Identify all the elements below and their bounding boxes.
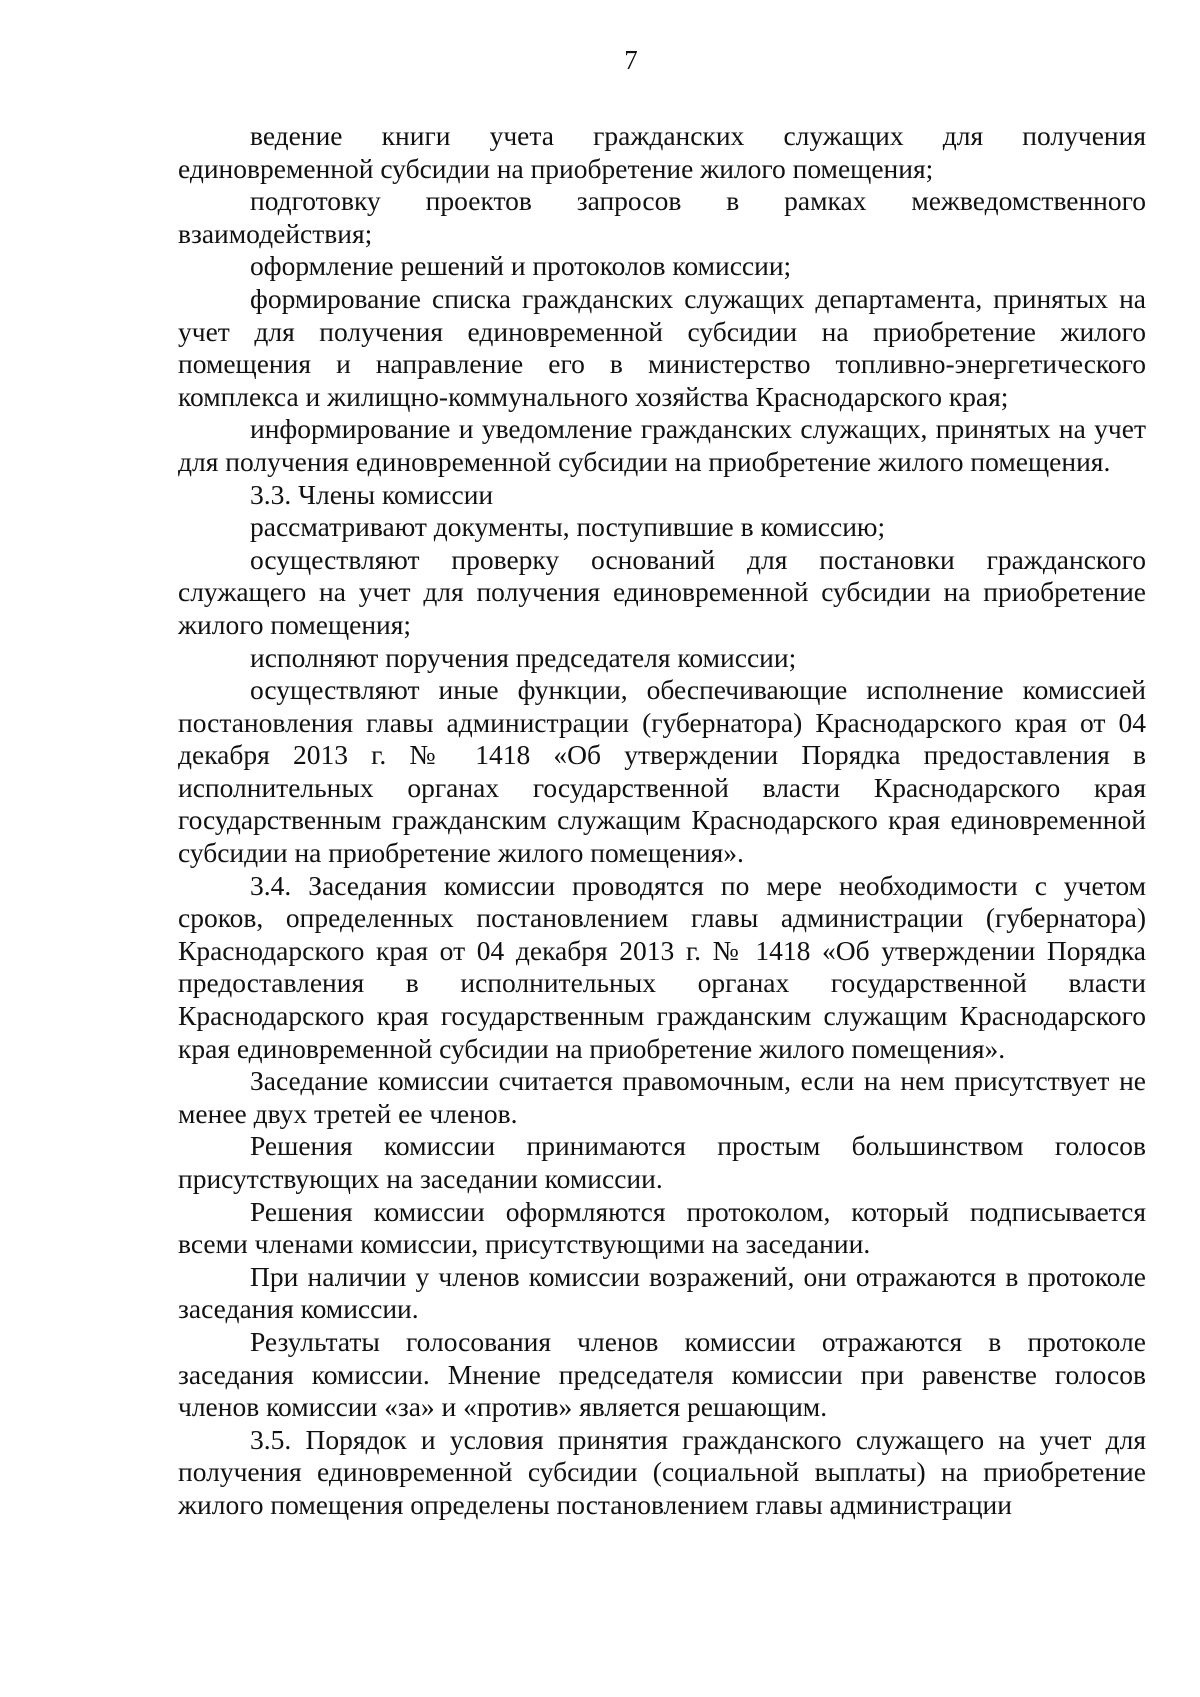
paragraph-other-functions: осуществляют иные функции, обеспечивающие исполнение комиссией постановления главы администрации (губернатора) Краснодарского края от 04 декабря 2013 г. № 1418 «Об утверждении Порядка предоставления в исполнительных органах государственной власти Краснодарского края государственным гражданским служащим Краснодарского края единовременной субсидии на приобретение жилого помещения».: [178, 674, 1146, 869]
paragraph-voting-results: Результаты голосования членов комиссии отражаются в протоколе заседания комиссии. Мнение председателя комиссии при равенстве голосов членов комиссии «за» и «против» является решающим.: [178, 1325, 1146, 1423]
document-body: [178, 120, 1146, 1522]
paragraph-verify-grounds: осуществляют проверку оснований для постановки гражданского служащего на учет для получения единовременной субсидии на приобретение жилого помещения;: [178, 543, 1146, 640]
paragraph-list-forming: формирование списка гражданских служащих департамента, принятых на учет для получения единовременной субсидии на приобретение жилого помещения и направление его в министерство топливно-энергетического комплекса и жилищно-коммунального хозяйства Краснодарского края;: [178, 282, 1146, 412]
paragraph-protocol-signing: Решения комиссии оформляются протоколом, который подписывается всеми членами комиссии, присутствующими на заседании.: [178, 1195, 1146, 1260]
paragraph-execute-orders: исполняют поручения председателя комиссии;: [250, 641, 797, 673]
section-heading-3-3: 3.3. Члены комиссии: [250, 478, 494, 510]
paragraph-quorum: Заседание комиссии считается правомочным, если на нем присутствует не менее двух третей ее членов.: [178, 1065, 1146, 1129]
paragraph-book-keeping: ведение книги учета гражданских служащих для получения единовременной субсидии на приобретение жилого помещения;: [178, 120, 1146, 184]
paragraph-informing: информирование и уведомление гражданских служащих, принятых на учет для получения единовременной субсидии на приобретение жилого помещения.: [178, 413, 1146, 477]
paragraph-decisions-protocols: оформление решений и протоколов комиссии;: [250, 250, 792, 282]
paragraph-objections: При наличии у членов комиссии возражений, они отражаются в протоколе заседания комиссии.: [178, 1260, 1146, 1325]
section-3-5-procedure: 3.5. Порядок и условия принятия гражданского служащего на учет для получения единовременной субсидии (социальной выплаты) на приобретение жилого помещения определены постановлением главы администрации: [178, 1423, 1146, 1520]
paragraph-interagency-requests: подготовку проектов запросов в рамках межведомственного взаимодействия;: [178, 185, 1146, 249]
paragraph-review-documents: рассматривают документы, поступившие в комиссию;: [250, 511, 886, 543]
page-number: 7: [624, 45, 638, 75]
section-3-4-meetings: 3.4. Заседания комиссии проводятся по мере необходимости с учетом сроков, определенных постановлением главы администрации (губернатора) Краснодарского края от 04 декабря 2013 г. № 1418 «Об утверждении Порядка предоставления в исполнительных органах государственной власти Краснодарского края государственным гражданским служащим Краснодарского края единовременной субсидии на приобретение жилого помещения».: [178, 869, 1146, 1064]
paragraph-majority-vote: Решения комиссии принимаются простым большинством голосов присутствующих на заседании комиссии.: [178, 1130, 1146, 1194]
